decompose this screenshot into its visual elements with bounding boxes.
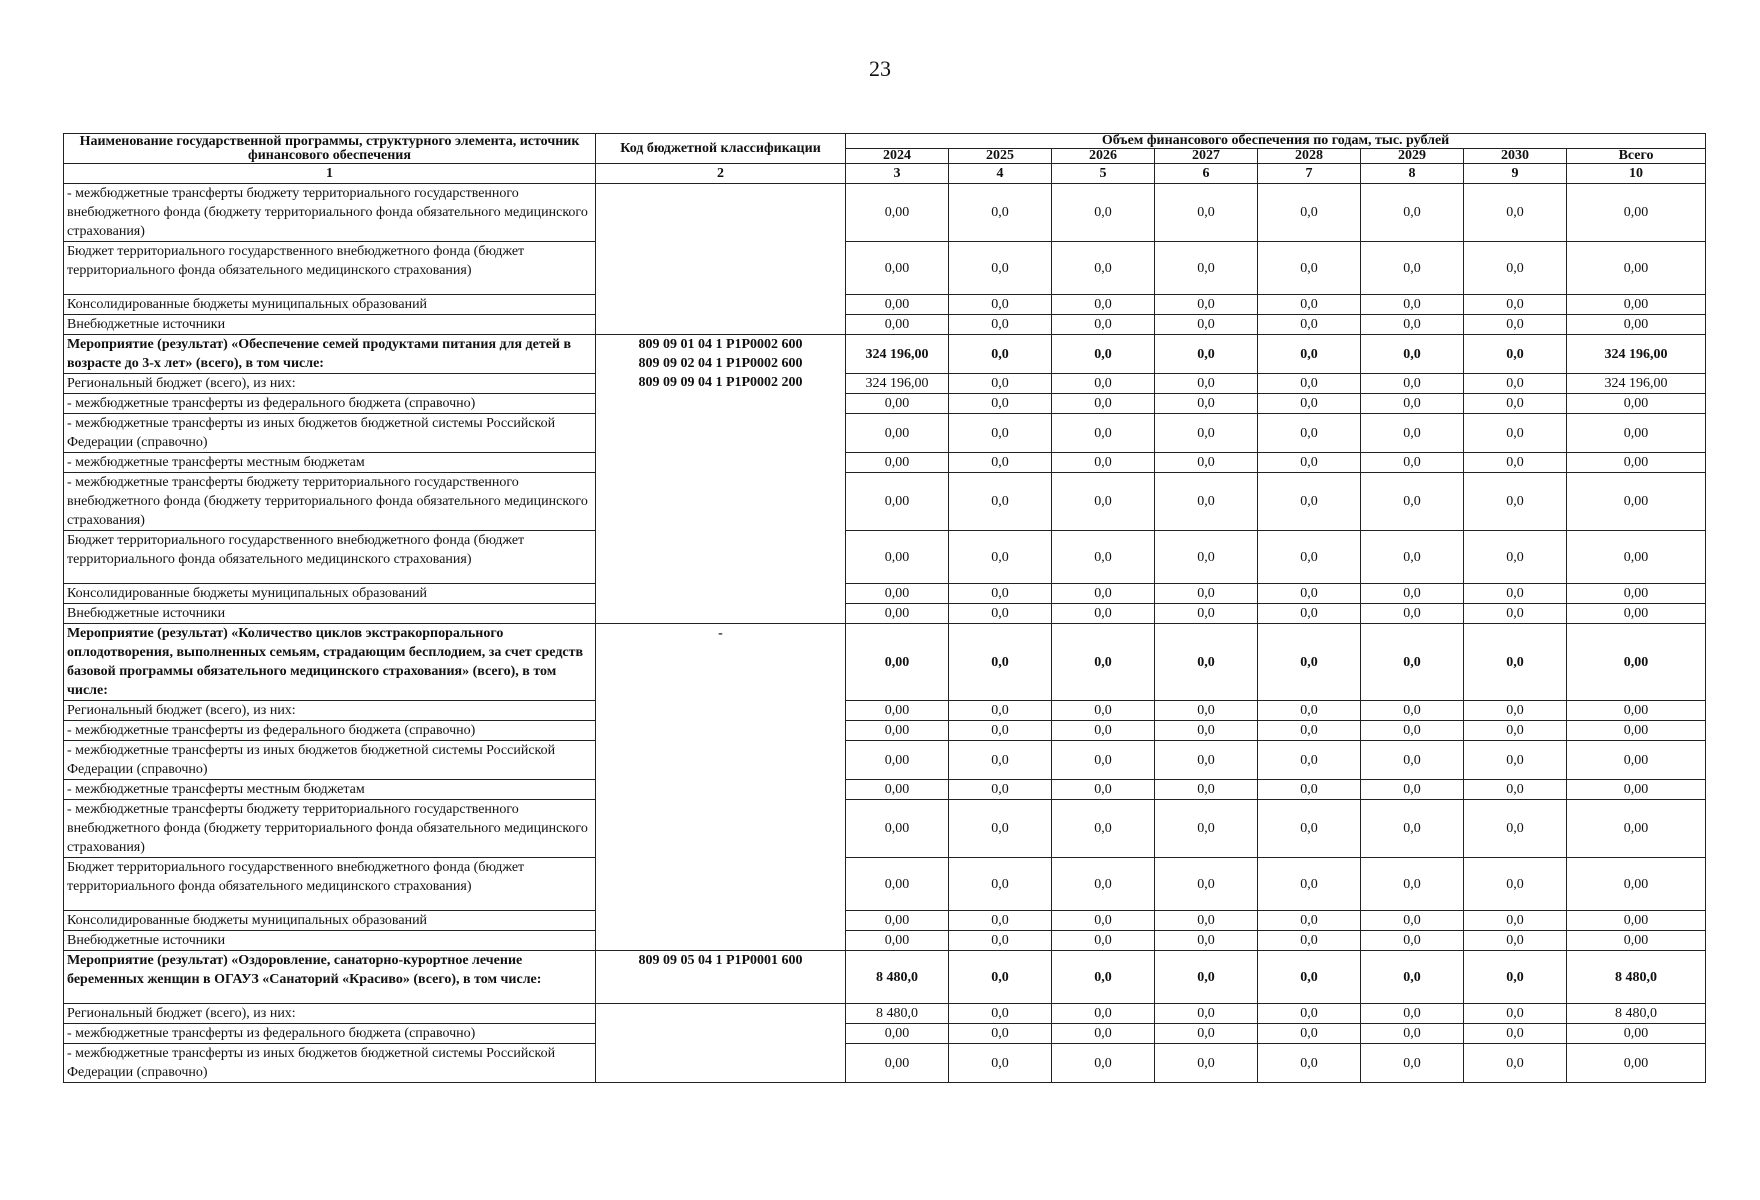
year-value: 0,0 [949,295,1052,315]
year-value: 0,0 [1052,1004,1155,1024]
year-value: 0,0 [1464,931,1567,951]
year-value: 0,0 [1155,295,1258,315]
row-total: 0,00 [1567,184,1706,242]
header-year: 2026 [1052,149,1155,164]
table-row [64,184,1706,242]
year-value: 0,0 [1258,295,1361,315]
year-value: 0,0 [1052,800,1155,858]
table-row [64,911,1706,931]
year-value: 0,0 [1361,414,1464,453]
year-value: 0,0 [1464,315,1567,335]
row-total: 0,00 [1567,741,1706,780]
year-value: 0,0 [1464,453,1567,473]
year-value: 0,0 [949,780,1052,800]
table-row [64,1044,1706,1083]
year-value: 0,0 [1361,1004,1464,1024]
year-value: 0,0 [1258,800,1361,858]
year-value: 0,0 [1258,414,1361,453]
year-value: 324 196,00 [846,335,949,374]
year-value: 0,0 [1361,453,1464,473]
year-value: 0,0 [1361,1024,1464,1044]
row-name: Бюджет территориального государственного внебюджетного фонда (бюджет территориального фонда обязательного медицинского страхования) [64,858,596,911]
year-value: 0,0 [1052,624,1155,701]
year-value: 0,0 [1464,394,1567,414]
year-value: 0,0 [1258,453,1361,473]
year-value: 0,0 [1464,911,1567,931]
year-value: 0,0 [949,315,1052,335]
budget-code: 809 09 02 04 1 P1P0002 600 [638,356,803,371]
row-name: - межбюджетные трансферты из иных бюджетов бюджетной системы Российской Федерации (справочно) [64,741,596,780]
table-row [64,741,1706,780]
table-row [64,800,1706,858]
row-total: 0,00 [1567,858,1706,911]
year-value: 0,0 [1258,584,1361,604]
year-value: 0,0 [1258,780,1361,800]
year-value: 0,0 [1258,741,1361,780]
column-number: 2 [596,164,846,184]
year-value: 0,0 [1464,721,1567,741]
year-value: 0,0 [1464,584,1567,604]
year-value: 0,0 [1052,414,1155,453]
year-value: 0,0 [1052,1024,1155,1044]
year-value: 0,00 [846,604,949,624]
year-value: 0,0 [949,414,1052,453]
header-total: Всего [1567,149,1706,164]
year-value: 0,0 [949,374,1052,394]
year-value: 0,0 [1258,335,1361,374]
year-value: 0,0 [949,911,1052,931]
year-value: 0,0 [1052,931,1155,951]
year-value: 0,0 [1464,624,1567,701]
table-row [64,242,1706,295]
row-total: 0,00 [1567,1024,1706,1044]
budget-code-cell: 809 09 05 04 1 P1P0001 600 [596,951,846,1004]
row-total: 0,00 [1567,911,1706,931]
row-name: - межбюджетные трансферты бюджету территориального государственного внебюджетного фонда (бюджету территориального фонда обязательного медицинского страхования) [64,800,596,858]
row-name: - межбюджетные трансферты из иных бюджетов бюджетной системы Российской Федерации (справочно) [64,414,596,453]
row-total: 0,00 [1567,315,1706,335]
row-total: 0,00 [1567,800,1706,858]
year-value: 0,0 [1258,1004,1361,1024]
year-value: 0,0 [1361,604,1464,624]
year-value: 0,0 [1258,374,1361,394]
year-value: 0,0 [949,800,1052,858]
year-value: 0,0 [1155,1024,1258,1044]
year-value: 0,0 [1155,453,1258,473]
year-value: 0,00 [846,780,949,800]
year-value: 0,0 [1361,931,1464,951]
year-value: 0,0 [1464,858,1567,911]
row-name: Консолидированные бюджеты муниципальных образований [64,911,596,931]
year-value: 0,00 [846,394,949,414]
year-value: 0,0 [1361,911,1464,931]
year-value: 0,00 [846,315,949,335]
row-total: 0,00 [1567,721,1706,741]
year-value: 0,00 [846,701,949,721]
year-value: 8 480,0 [846,951,949,1004]
year-value: 0,0 [1052,584,1155,604]
year-value: 0,0 [1361,315,1464,335]
year-value: 0,0 [1361,741,1464,780]
column-number: 8 [1361,164,1464,184]
year-value: 0,00 [846,1044,949,1083]
year-value: 0,00 [846,800,949,858]
year-value: 0,0 [1052,374,1155,394]
year-value: 0,0 [1258,911,1361,931]
year-value: 0,00 [846,911,949,931]
row-total: 0,00 [1567,584,1706,604]
year-value: 0,0 [1052,1044,1155,1083]
table-row [64,584,1706,604]
year-value: 8 480,0 [846,1004,949,1024]
year-value: 0,00 [846,453,949,473]
year-value: 0,0 [1464,604,1567,624]
column-number: 4 [949,164,1052,184]
year-value: 0,0 [949,1044,1052,1083]
year-value: 0,0 [949,624,1052,701]
year-value: 0,0 [1258,604,1361,624]
year-value: 0,0 [1361,701,1464,721]
year-value: 0,0 [1052,531,1155,584]
year-value: 0,0 [1464,473,1567,531]
year-value: 0,0 [1155,394,1258,414]
table-row [64,780,1706,800]
year-value: 0,0 [949,701,1052,721]
year-value: 0,0 [1258,473,1361,531]
year-value: 0,0 [949,721,1052,741]
year-value: 0,0 [1464,1044,1567,1083]
table-row [64,1004,1706,1024]
year-value: 0,0 [1361,374,1464,394]
year-value: 0,0 [1155,800,1258,858]
table-row [64,721,1706,741]
year-value: 0,00 [846,858,949,911]
row-name: Мероприятие (результат) «Количество циклов экстракорпорального оплодотворения, выполненных семьям, страдающим бесплодием, за счет средств базовой программы обязательного медицинского страхования» (всего), в том числе: [64,624,596,701]
year-value: 0,0 [1258,701,1361,721]
row-name: Бюджет территориального государственного внебюджетного фонда (бюджет территориального фонда обязательного медицинского страхования) [64,242,596,295]
year-value: 0,0 [1052,315,1155,335]
year-value: 0,00 [846,295,949,315]
column-number: 6 [1155,164,1258,184]
header-col-code: Код бюджетной классификации [596,134,846,164]
year-value: 0,0 [1258,1044,1361,1083]
year-value: 0,0 [1052,295,1155,315]
header-year: 2024 [846,149,949,164]
year-value: 0,0 [1155,473,1258,531]
year-value: 0,0 [1361,531,1464,584]
year-value: 0,0 [1155,858,1258,911]
row-name: Региональный бюджет (всего), из них: [64,701,596,721]
row-total: 8 480,0 [1567,951,1706,1004]
row-name: - межбюджетные трансферты бюджету территориального государственного внебюджетного фонда (бюджету территориального фонда обязательного медицинского страхования) [64,184,596,242]
year-value: 0,0 [1361,951,1464,1004]
year-value: 0,0 [1464,374,1567,394]
year-value: 0,0 [1052,184,1155,242]
year-value: 0,0 [1052,473,1155,531]
table-row [64,624,1706,701]
year-value: 0,0 [1052,780,1155,800]
year-value: 0,0 [949,1024,1052,1044]
row-total: 0,00 [1567,780,1706,800]
year-value: 0,0 [1464,184,1567,242]
year-value: 0,0 [1258,394,1361,414]
table-row [64,335,1706,374]
year-value: 0,0 [1155,584,1258,604]
budget-table [63,133,1706,1083]
page-number: 23 [869,56,891,81]
year-value: 0,0 [1464,701,1567,721]
year-value: 0,0 [1464,414,1567,453]
year-value: 0,0 [949,741,1052,780]
row-name: - межбюджетные трансферты местным бюджетам [64,780,596,800]
year-value: 0,0 [1155,242,1258,295]
year-value: 0,0 [949,1004,1052,1024]
row-total: 0,00 [1567,531,1706,584]
year-value: 0,0 [1052,911,1155,931]
row-total: 0,00 [1567,242,1706,295]
year-value: 0,0 [1464,1024,1567,1044]
row-total: 0,00 [1567,1044,1706,1083]
year-value: 0,0 [1361,473,1464,531]
year-value: 0,0 [1155,780,1258,800]
row-name: Внебюджетные источники [64,931,596,951]
year-value: 0,0 [1052,701,1155,721]
year-value: 0,00 [846,931,949,951]
table-row [64,701,1706,721]
row-name: Внебюджетные источники [64,315,596,335]
year-value: 0,0 [1361,242,1464,295]
row-name: Мероприятие (результат) «Обеспечение семей продуктами питания для детей в возрасте до 3-х лет» (всего), в том числе: [64,335,596,374]
row-name: - межбюджетные трансферты из федерального бюджета (справочно) [64,721,596,741]
year-value: 0,00 [846,242,949,295]
header-year: 2030 [1464,149,1567,164]
year-value: 0,0 [1361,394,1464,414]
year-value: 0,0 [1155,951,1258,1004]
year-value: 0,0 [1464,295,1567,315]
year-value: 0,0 [949,473,1052,531]
year-value: 0,0 [949,335,1052,374]
row-total: 324 196,00 [1567,335,1706,374]
year-value: 0,0 [1464,531,1567,584]
year-value: 0,00 [846,184,949,242]
year-value: 0,0 [1361,858,1464,911]
column-number: 1 [64,164,596,184]
year-value: 0,0 [1155,184,1258,242]
row-total: 0,00 [1567,453,1706,473]
year-value: 0,0 [1155,604,1258,624]
row-total: 0,00 [1567,414,1706,453]
year-value: 0,0 [1258,931,1361,951]
year-value: 0,0 [949,931,1052,951]
year-value: 0,0 [1155,721,1258,741]
row-name: Бюджет территориального государственного внебюджетного фонда (бюджет территориального фонда обязательного медицинского страхования) [64,531,596,584]
year-value: 0,0 [1361,1044,1464,1083]
year-value: 0,0 [1155,374,1258,394]
row-total: 0,00 [1567,295,1706,315]
year-value: 0,0 [1155,1004,1258,1024]
year-value: 0,0 [1052,721,1155,741]
table-row [64,531,1706,584]
row-name: Внебюджетные источники [64,604,596,624]
year-value: 0,0 [949,584,1052,604]
year-value: 0,0 [949,242,1052,295]
year-value: 0,0 [1258,1024,1361,1044]
year-value: 0,0 [1155,624,1258,701]
year-value: 0,00 [846,414,949,453]
row-total: 0,00 [1567,624,1706,701]
row-name: - межбюджетные трансферты из иных бюджетов бюджетной системы Российской Федерации (справочно) [64,1044,596,1083]
year-value: 0,0 [1464,1004,1567,1024]
year-value: 0,0 [1155,1044,1258,1083]
year-value: 0,0 [949,394,1052,414]
row-total: 0,00 [1567,604,1706,624]
year-value: 0,00 [846,624,949,701]
year-value: 0,0 [1155,911,1258,931]
column-number: 3 [846,164,949,184]
table-row [64,453,1706,473]
year-value: 0,0 [1258,315,1361,335]
column-number: 7 [1258,164,1361,184]
table-row [64,414,1706,453]
year-value: 0,0 [1155,315,1258,335]
row-name: - межбюджетные трансферты бюджету территориального государственного внебюджетного фонда (бюджету территориального фонда обязательного медицинского страхования) [64,473,596,531]
table-row [64,604,1706,624]
row-name: Консолидированные бюджеты муниципальных образований [64,584,596,604]
header-year: 2025 [949,149,1052,164]
year-value: 0,0 [1361,800,1464,858]
year-value: 0,0 [1258,531,1361,584]
year-value: 0,0 [1464,741,1567,780]
year-value: 0,0 [1361,780,1464,800]
budget-code: 809 09 01 04 1 P1P0002 600 [638,337,803,352]
header-year: 2027 [1155,149,1258,164]
year-value: 0,0 [1464,335,1567,374]
row-name: Консолидированные бюджеты муниципальных образований [64,295,596,315]
header-row-numbers [64,164,1706,184]
year-value: 0,0 [1052,453,1155,473]
row-name: Мероприятие (результат) «Оздоровление, санаторно-курортное лечение беременных женщин в ОГАУЗ «Санаторий «Красиво» (всего), в том числе: [64,951,596,1004]
year-value: 0,0 [1464,951,1567,1004]
year-value: 0,0 [1155,701,1258,721]
year-value: 0,0 [1258,951,1361,1004]
year-value: 0,0 [949,531,1052,584]
year-value: 0,0 [1258,858,1361,911]
year-value: 0,0 [1258,184,1361,242]
row-name: Региональный бюджет (всего), из них: [64,374,596,394]
year-value: 0,0 [1052,741,1155,780]
year-value: 0,0 [1052,335,1155,374]
budget-code-cell [596,1004,846,1083]
year-value: 0,0 [1052,858,1155,911]
year-value: 0,0 [1361,295,1464,315]
year-value: 0,00 [846,1024,949,1044]
year-value: 0,00 [846,531,949,584]
row-total: 8 480,0 [1567,1004,1706,1024]
row-name: - межбюджетные трансферты из федерального бюджета (справочно) [64,394,596,414]
year-value: 0,0 [1155,931,1258,951]
year-value: 0,0 [1052,394,1155,414]
column-number: 5 [1052,164,1155,184]
year-value: 0,0 [949,453,1052,473]
year-value: 0,0 [1052,604,1155,624]
year-value: 0,0 [1258,242,1361,295]
table-row [64,931,1706,951]
table-row [64,1024,1706,1044]
header-col-volume: Объем финансового обеспечения по годам, тыс. рублей [846,134,1706,149]
year-value: 0,0 [1155,531,1258,584]
column-number: 10 [1567,164,1706,184]
header-col-name: Наименование государственной программы, структурного элемента, источник финансового обеспечения [64,134,596,164]
year-value: 324 196,00 [846,374,949,394]
year-value: 0,0 [1052,951,1155,1004]
row-total: 0,00 [1567,931,1706,951]
year-value: 0,00 [846,721,949,741]
row-name: - межбюджетные трансферты местным бюджетам [64,453,596,473]
year-value: 0,0 [1361,184,1464,242]
table-row [64,858,1706,911]
row-name: - межбюджетные трансферты из федерального бюджета (справочно) [64,1024,596,1044]
column-number: 9 [1464,164,1567,184]
year-value: 0,0 [1052,242,1155,295]
year-value: 0,0 [1258,721,1361,741]
table-row [64,394,1706,414]
header-year: 2028 [1258,149,1361,164]
row-total: 0,00 [1567,701,1706,721]
header-year: 2029 [1361,149,1464,164]
year-value: 0,0 [1361,335,1464,374]
budget-code: 809 09 09 04 1 P1P0002 200 [638,375,803,390]
year-value: 0,0 [1361,624,1464,701]
header-row-1 [64,134,1706,149]
year-value: 0,0 [949,951,1052,1004]
table-row [64,295,1706,315]
row-total: 0,00 [1567,473,1706,531]
year-value: 0,0 [949,604,1052,624]
row-total: 0,00 [1567,394,1706,414]
table-body [64,184,1706,1083]
year-value: 0,0 [1155,335,1258,374]
table-row [64,473,1706,531]
year-value: 0,00 [846,473,949,531]
table-row [64,374,1706,394]
table-row [64,315,1706,335]
budget-code-cell [596,335,846,624]
row-name: Региональный бюджет (всего), из них: [64,1004,596,1024]
year-value: 0,0 [1155,414,1258,453]
year-value: 0,0 [1361,584,1464,604]
budget-code-cell: - [596,624,846,951]
table-row [64,951,1706,1004]
year-value: 0,0 [1464,780,1567,800]
year-value: 0,0 [1464,800,1567,858]
year-value: 0,00 [846,741,949,780]
year-value: 0,0 [1258,624,1361,701]
budget-code-cell [596,184,846,335]
year-value: 0,0 [949,858,1052,911]
row-total: 324 196,00 [1567,374,1706,394]
year-value: 0,0 [949,184,1052,242]
year-value: 0,00 [846,584,949,604]
year-value: 0,0 [1155,741,1258,780]
year-value: 0,0 [1464,242,1567,295]
year-value: 0,0 [1361,721,1464,741]
